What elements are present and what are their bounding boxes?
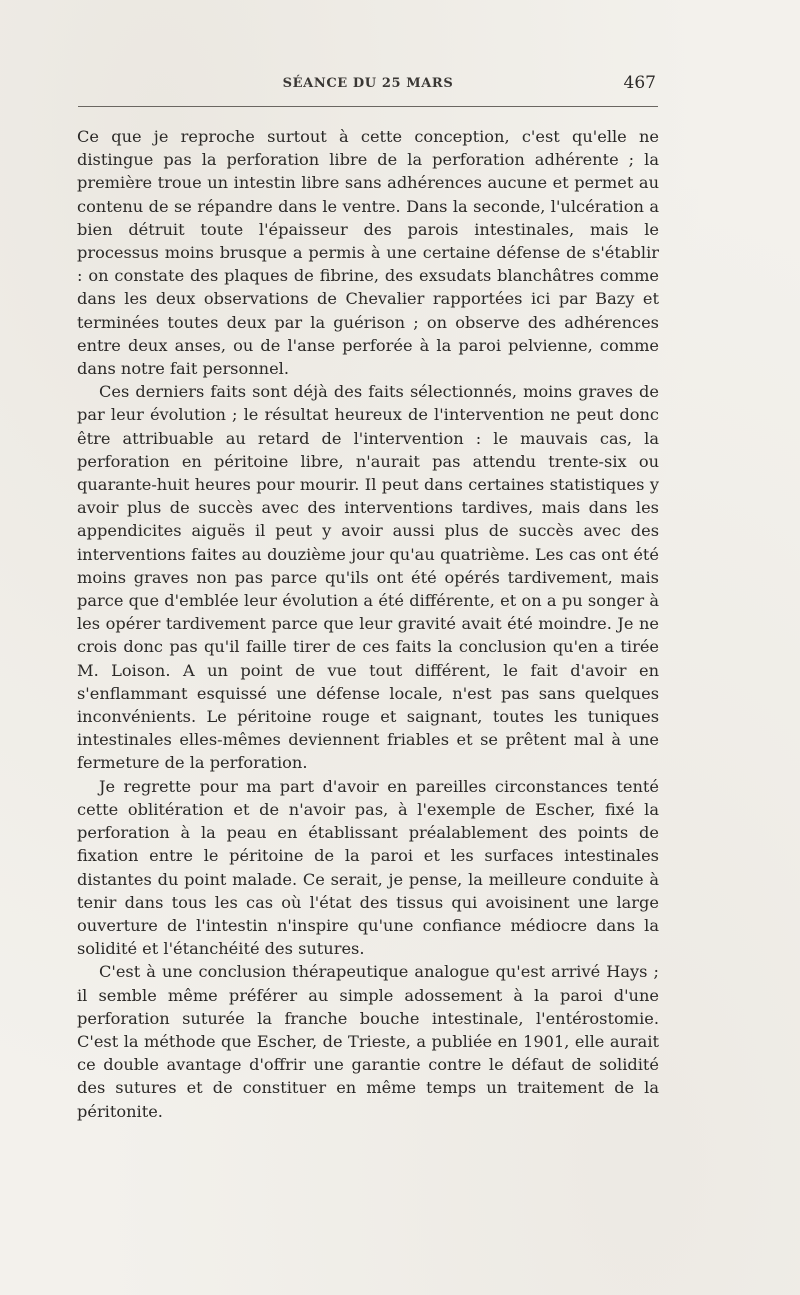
body-text: [77, 125, 659, 1123]
page-number: 467: [623, 73, 656, 93]
paragraph-1: Ce que je reproche surtout à cette conception, c'est qu'elle ne distingue pas la perforation libre de la perforation adhérente ; la première troue un intestin libre sans adhérences aucune et permet au contenu de se répandre dans le ventre. Dans la seconde, l'ulcération a bien détruit toute l'épaisseur des parois intestinales, mais le processus moins brusque a permis à une certaine défense de s'établir : on constate des plaques de fibrine, des exsudats blanchâtres comme dans les deux observations de Chevalier rapportées ici par Bazy et terminées toutes deux par la guérison ; on observe des adhérences entre deux anses, ou de l'anse perforée à la paroi pelvienne, comme dans notre fait personnel.: [77, 127, 659, 379]
paragraph-2: Ces derniers faits sont déjà des faits sélectionnés, moins graves de par leur évolution ; le résultat heureux de l'intervention ne peut donc être attribuable au retard de l'intervention : le mauvais cas, la perforation en péritoine libre, n'aurait pas attendu trente-six ou quarante-huit heures pour mourir. Il peut dans certaines statistiques y avoir plus de succès avec des interventions tardives, mais dans les appendicites aiguës il peut y avoir aussi plus de succès avec des interventions faites au douzième jour qu'au quatrième. Les cas ont été moins graves non pas parce qu'ils ont été opérés tardivement, mais parce que d'emblée leur évolution a été différente, et on a pu songer à les opérer tardivement parce que leur gravité avait été moindre. Je ne crois donc pas qu'il faille tirer de ces faits la conclusion qu'en a tirée M. Loison. A un point de vue tout différent, le fait d'avoir en s'enflammant esquissé une défense locale, n'est pas sans quelques inconvénients. Le péritoine rouge et saignant, toutes les tuniques intestinales elles-mêmes deviennent friables et se prêtent mal à une fermeture de la perforation.: [77, 382, 659, 773]
page-header: [78, 72, 658, 98]
running-title: SÉANCE DU 25 MARS: [282, 76, 454, 91]
header-rule: [78, 106, 658, 107]
paragraph-4: C'est à une conclusion thérapeutique analogue qu'est arrivé Hays ; il semble même préférer au simple adossement à la paroi d'une perforation suturée la franche bouche intestinale, l'entérostomie. C'est la méthode que Escher, de Trieste, a publiée en 1901, elle aurait ce double avantage d'offrir une garantie contre le défaut de solidité des sutures et de constituer en même temps un traitement de la péritonite.: [77, 962, 659, 1121]
paragraph-3: Je regrette pour ma part d'avoir en pareilles circonstances tenté cette oblitération et de n'avoir pas, à l'exemple de Escher, fixé la perforation à la peau en établissant préalablement des points de fixation entre le péritoine de la paroi et les surfaces intestinales distantes du point malade. Ce serait, je pense, la meilleure conduite à tenir dans tous les cas où l'état des tissus qui avoisinent une large ouverture de l'intestin n'inspire qu'une confiance médiocre dans la solidité et l'étanchéité des sutures.: [77, 776, 659, 959]
